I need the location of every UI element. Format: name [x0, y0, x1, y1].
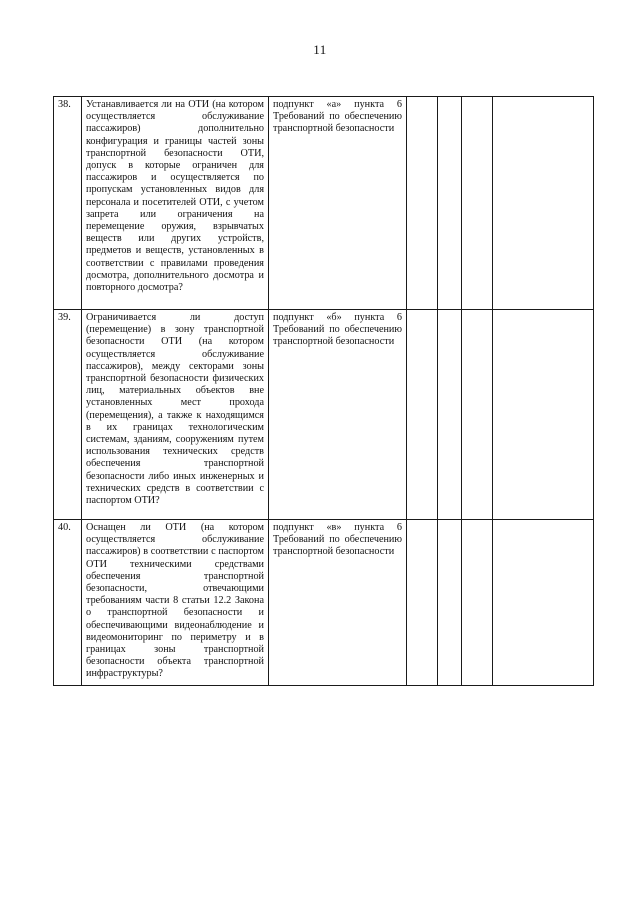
table-row — [54, 97, 594, 310]
answer-cell-3 — [462, 97, 493, 310]
notes-cell — [493, 520, 594, 686]
row-number: 38. — [54, 97, 82, 310]
table-row — [54, 310, 594, 520]
question-text: Устанавливается ли на ОТИ (на котором осуществляется обслуживание пассажиров) дополнительно конфигурация и границы частей зоны транспортной безопасности ОТИ, допуск в которые ограничен для пассажиров и осуществляется по пропускам установленных видов для персонала и посетителей ОТИ, с учетом запрета или ограничения на перемещение оружия, взрывчатых веществ или других устройств, предметов и веществ, установленных в соответствии с правилами проведения досмотра, дополнительного досмотра и повторного досмотра? — [82, 97, 269, 310]
question-text: Ограничивается ли доступ (перемещение) в зону транспортной безопасности ОТИ (на котором осуществляется обслуживание пассажиров), между секторами зоны транспортной безопасности физических лиц, материальных объектов вне установленных мест прохода (перемещения), а также к находящимся в их границах технологическим системам, зданиям, сооружениям путем использования технических средств обеспечения транспортной безопасности либо иных инженерных и технических средств в соответствии с паспортом ОТИ? — [82, 310, 269, 520]
requirement-reference: подпункт «в» пункта 6 Требований по обеспечению транспортной безопасности — [269, 520, 407, 686]
table-row — [54, 520, 594, 686]
row-number: 40. — [54, 520, 82, 686]
question-text: Оснащен ли ОТИ (на котором осуществляется обслуживание пассажиров) в соответствии с паспортом ОТИ техническими средствами обеспечения транспортной безопасности, отвечающими требованиям части 8 статьи 12.2 Закона о транспортной безопасности и обеспечивающими видеонаблюдение и видеомониторинг по периметру и в границах зоны транспортной безопасности объекта транспортной инфраструктуры? — [82, 520, 269, 686]
requirement-reference: подпункт «а» пункта 6 Требований по обеспечению транспортной безопасности — [269, 97, 407, 310]
answer-cell-3 — [462, 520, 493, 686]
notes-cell — [493, 97, 594, 310]
answer-cell-2 — [438, 520, 462, 686]
checklist-table — [53, 96, 594, 686]
answer-cell-2 — [438, 310, 462, 520]
answer-cell-1 — [407, 97, 438, 310]
answer-cell-3 — [462, 310, 493, 520]
answer-cell-1 — [407, 520, 438, 686]
notes-cell — [493, 310, 594, 520]
requirement-reference: подпункт «б» пункта 6 Требований по обеспечению транспортной безопасности — [269, 310, 407, 520]
page-number: 11 — [313, 42, 327, 57]
answer-cell-1 — [407, 310, 438, 520]
row-number: 39. — [54, 310, 82, 520]
answer-cell-2 — [438, 97, 462, 310]
